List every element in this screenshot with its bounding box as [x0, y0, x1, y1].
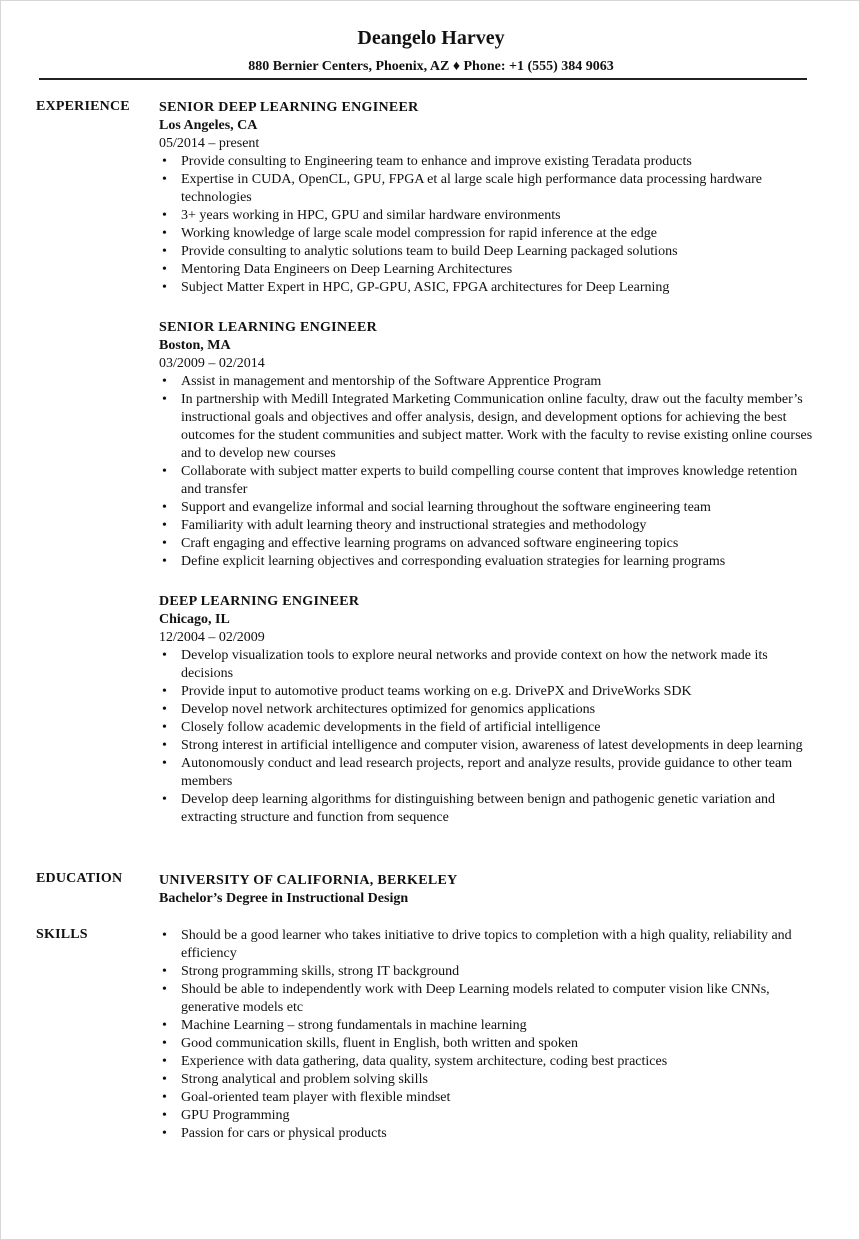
- education-heading: EDUCATION: [36, 871, 123, 886]
- job-entry: [159, 319, 819, 571]
- list-item: • Assist in management and mentorship of the Software Apprentice Program: [159, 373, 819, 391]
- skills-list: [159, 927, 819, 1143]
- list-item: • Autonomously conduct and lead research projects, report and analyze results, provide guidance to other team members: [159, 755, 819, 791]
- list-item: • Familiarity with adult learning theory and instructional strategies and methodology: [159, 517, 819, 535]
- job-bullets: [159, 373, 819, 571]
- list-item: • 3+ years working in HPC, GPU and similar hardware environments: [159, 207, 819, 225]
- job-dates: 05/2014 – present: [159, 136, 260, 151]
- list-item: • Should be able to independently work with Deep Learning models related to computer vision like CNNs, generative models etc: [159, 981, 819, 1017]
- list-item: • Expertise in CUDA, OpenCL, GPU, FPGA et al large scale high performance data processing hardware technologies: [159, 171, 819, 207]
- list-item: • Develop deep learning algorithms for distinguishing between benign and pathogenic genetic variation and extracting structure and function from sequence: [159, 791, 819, 827]
- list-item: • Experience with data gathering, data quality, system architecture, coding best practices: [159, 1053, 819, 1071]
- degree: Bachelor’s Degree in Instructional Design: [159, 891, 409, 906]
- list-item: • Goal-oriented team player with flexible mindset: [159, 1089, 819, 1107]
- job-bullets: [159, 153, 819, 297]
- list-item: • Collaborate with subject matter experts to build compelling course content that improves knowledge retention and transfer: [159, 463, 819, 499]
- job-title: SENIOR LEARNING ENGINEER: [159, 320, 378, 335]
- job-dates: 12/2004 – 02/2009: [159, 630, 265, 645]
- list-item: • Define explicit learning objectives and corresponding evaluation strategies for learning programs: [159, 553, 819, 571]
- header-divider: [39, 78, 807, 80]
- job-dates: 03/2009 – 02/2014: [159, 356, 265, 371]
- list-item: • Good communication skills, fluent in English, both written and spoken: [159, 1035, 819, 1053]
- list-item: • In partnership with Medill Integrated Marketing Communication online faculty, draw out the faculty member’s instructional goals and objectives and offer analysis, design, and development options for achieving the best outcomes for the student communities and subject matter. Work with the faculty to revise existing online courses and to develop new courses: [159, 391, 819, 463]
- candidate-name: Deangelo Harvey: [357, 27, 505, 49]
- list-item: • Craft engaging and effective learning programs on advanced software engineering topics: [159, 535, 819, 553]
- list-item: • Develop novel network architectures optimized for genomics applications: [159, 701, 819, 719]
- list-item: • Strong programming skills, strong IT background: [159, 963, 819, 981]
- list-item: • Provide consulting to Engineering team to enhance and improve existing Teradata products: [159, 153, 819, 171]
- education-entry: [159, 872, 819, 908]
- list-item: • Subject Matter Expert in HPC, GP-GPU, ASIC, FPGA architectures for Deep Learning: [159, 279, 819, 297]
- skills-heading: SKILLS: [36, 927, 88, 942]
- list-item: • Closely follow academic developments in the field of artificial intelligence: [159, 719, 819, 737]
- list-item: • Provide consulting to analytic solutions team to build Deep Learning packaged solutions: [159, 243, 819, 261]
- job-location: Boston, MA: [159, 338, 231, 353]
- list-item: • Machine Learning – strong fundamentals in machine learning: [159, 1017, 819, 1035]
- list-item: • Develop visualization tools to explore neural networks and provide context on how the network made its decisions: [159, 647, 819, 683]
- list-item: • GPU Programming: [159, 1107, 819, 1125]
- list-item: • Support and evangelize informal and social learning throughout the software engineering team: [159, 499, 819, 517]
- list-item: • Mentoring Data Engineers on Deep Learning Architectures: [159, 261, 819, 279]
- list-item: • Working knowledge of large scale model compression for rapid inference at the edge: [159, 225, 819, 243]
- list-item: • Strong interest in artificial intelligence and computer vision, awareness of latest developments in deep learning: [159, 737, 819, 755]
- experience-heading: EXPERIENCE: [36, 99, 130, 114]
- skills-entry: [159, 927, 819, 1143]
- job-bullets: [159, 647, 819, 827]
- list-item: • Strong analytical and problem solving skills: [159, 1071, 819, 1089]
- job-title: SENIOR DEEP LEARNING ENGINEER: [159, 100, 419, 115]
- job-location: Los Angeles, CA: [159, 118, 258, 133]
- contact-line: 880 Bernier Centers, Phoenix, AZ ♦ Phone: +1 (555) 384 9063: [248, 59, 614, 74]
- list-item: • Provide input to automotive product teams working on e.g. DrivePX and DriveWorks SDK: [159, 683, 819, 701]
- list-item: • Passion for cars or physical products: [159, 1125, 819, 1143]
- job-location: Chicago, IL: [159, 612, 230, 627]
- job-title: DEEP LEARNING ENGINEER: [159, 594, 360, 609]
- job-entry: [159, 593, 819, 827]
- job-entry: [159, 99, 819, 297]
- school-name: UNIVERSITY OF CALIFORNIA, BERKELEY: [159, 873, 458, 888]
- list-item: • Should be a good learner who takes initiative to drive topics to completion with a high quality, reliability and efficiency: [159, 927, 819, 963]
